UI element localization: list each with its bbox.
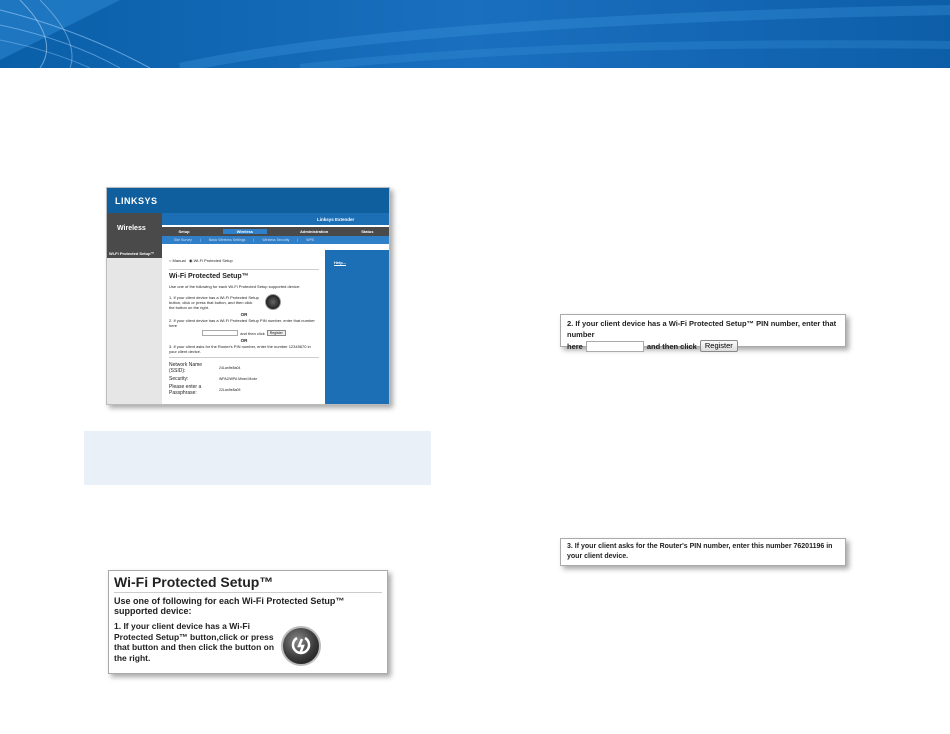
step1-row (169, 294, 319, 310)
left-section-label: Wi-Fi Protected Setup™ (109, 251, 155, 256)
pin-crop-screenshot (560, 314, 846, 351)
banner-wave-graphic (0, 0, 950, 68)
subtab-separator: | (253, 238, 255, 242)
pin-here-label: here (567, 341, 583, 351)
register-button[interactable]: Register (267, 330, 286, 336)
device-name: Linksys Extender (317, 217, 355, 222)
subtab-separator: | (297, 238, 299, 242)
wps-crop-subtitle: Use one of following for each Wi-Fi Protected Setup™ supported device: (114, 596, 345, 616)
step3-text: 3. If your client asks for the Router's PIN number, enter the number 12345670 in your client device. (169, 344, 311, 354)
register-button[interactable]: Register (700, 340, 738, 352)
help-link[interactable]: Help... (334, 260, 347, 265)
tab-setup[interactable]: Setup (178, 229, 190, 234)
network-name-value: 24Lan9e8a04 (219, 366, 241, 370)
passphrase-value: 22Lan9e8a05 (219, 388, 241, 392)
wps-button-icon[interactable] (265, 294, 281, 310)
step2-tail: and then click (240, 330, 265, 336)
wps-crop-screenshot (108, 570, 388, 674)
pin-row (567, 340, 839, 352)
wps-content (169, 258, 319, 396)
wps-crop-title: Wi-Fi Protected Setup™ (114, 574, 274, 590)
router-pin-crop-screenshot (560, 538, 846, 566)
router-pin-text: 3. If your client asks for the Router's PIN number, enter this number 76201196 in your client device. (567, 543, 833, 560)
step2-text: 2. If your client device has a Wi-Fi Protected Setup PIN number, enter that number here (169, 318, 315, 328)
divider (114, 592, 382, 593)
radio-wps[interactable]: ◉ Wi-Fi Protected Setup (189, 258, 233, 263)
tab-status[interactable]: Status (361, 229, 374, 234)
security-label: Security: (169, 376, 189, 382)
divider (169, 269, 319, 270)
subtab-wireless-security[interactable]: Wireless Security (262, 238, 290, 242)
register-row (169, 330, 319, 336)
mode-radios (169, 258, 319, 263)
wps-icon (288, 633, 314, 659)
help-column (325, 250, 390, 405)
subtab-wps[interactable]: WPS (306, 238, 315, 242)
note-box (84, 431, 431, 485)
left-column (107, 258, 162, 405)
radio-manual[interactable]: ○ Manual (169, 258, 186, 263)
pin-input[interactable] (586, 341, 644, 352)
pin-crop-text: 2. If your client device has a Wi-Fi Protected Setup™ PIN number, enter that number (567, 319, 837, 339)
main-tabs (162, 227, 390, 236)
section-title: Wireless (117, 225, 146, 232)
step1-text: 1. If your client device has a Wi-Fi Protected Setup button, click or press that button, and then click the button on the right. (169, 294, 259, 310)
wps-button[interactable] (281, 626, 321, 666)
router-header (107, 188, 389, 213)
router-wps-page-screenshot (106, 187, 390, 405)
tab-wireless[interactable]: Wireless (223, 229, 267, 234)
network-name-label: Network Name (SSID): (169, 362, 203, 374)
network-info (169, 362, 319, 396)
subtab-separator: | (199, 238, 201, 242)
divider (169, 357, 319, 358)
radio-wps-label: Wi-Fi Protected Setup (193, 258, 233, 263)
linksys-logo: LINKSYS (115, 196, 158, 206)
passphrase-label: Please enter a Passphrase: (169, 384, 202, 396)
sub-tabs (162, 236, 390, 244)
wps-title: Wi-Fi Protected Setup™ (169, 273, 249, 280)
subtab-site-survey[interactable]: Site Survey (174, 238, 192, 242)
security-value: WPA2/WPA Mixed Mode (219, 377, 258, 381)
subtab-basic-wireless[interactable]: Basic Wireless Settings (208, 238, 246, 242)
or-label: OR (240, 338, 248, 343)
device-name-bar (162, 213, 390, 225)
radio-manual-label: Manual (172, 258, 186, 263)
header-banner (0, 0, 950, 68)
or-label: OR (240, 312, 248, 317)
pin-input[interactable] (202, 330, 238, 336)
pin-then-label: and then click (646, 341, 697, 351)
tab-administration[interactable]: Administration (300, 229, 329, 234)
wps-crop-step1: 1. If your client device has a Wi-Fi Protected Setup™ button,click or press that button and then click the button on the right. (114, 621, 275, 663)
wps-intro: Use one of the following for each Wi-Fi Protected Setup supported device: (169, 284, 301, 289)
